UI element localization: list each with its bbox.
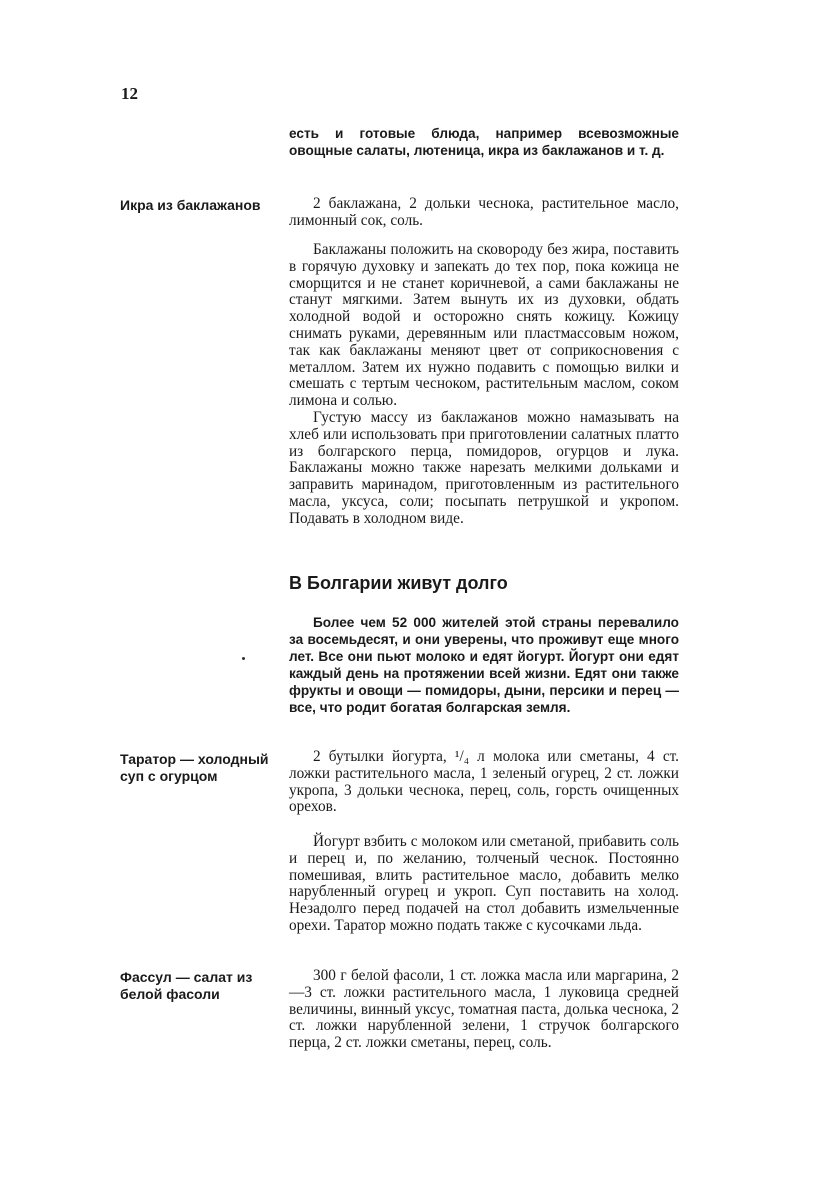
tarator-ingredients-block: [289, 749, 679, 816]
fassul-ingredients-block: [289, 968, 679, 1052]
ikra-method-paragraph-1: Баклажаны положить на сковороду без жира, поставить в горячую духовку и запекать до тех пор, пока кожица не сморщится и не станет коричневой, а сами баклажаны не станут мягкими. Затем вынуть их из духовки, обдать холодной водой и осторожно снять кожицу. Кожицу снимать руками, деревянным или пластмассовым ножом, так как баклажаны меняют цвет от соприкосновения с металлом. Затем их нужно подавить с помощью вилки и смешать с тертым чесноком, растительным маслом, соком лимона и солью.: [289, 241, 679, 410]
ikra-method-paragraph-2: Густую массу из баклажанов можно намазывать на хлеб или использовать при приготовлении салатных платто из болгарского перца, помидоров, огурцов и лука. Баклажаны можно также нарезать мелкими дольками и заправить маринадом, приготовленным из растительного масла, уксуса, соли; посыпать петрушкой и укропом. Подавать в холодном виде.: [289, 408, 679, 527]
ikra-method-block: [289, 242, 679, 528]
fassul-ingredients: 300 г белой фасоли, 1 ст. ложка масла или маргарина, 2—3 ст. ложки растительного масла, 1 луковица средней величины, винный уксус, томатная паста, долька чеснока, 2 ст. ложки нарубленной зелени, 1 стручок болгарского перца, 2 ст. ложки сметаны, перец, соль.: [289, 967, 679, 1052]
recipe-title-tarator: Таратор — холодный суп с огурцом: [120, 751, 269, 784]
intro-paragraph: есть и готовые блюда, например всевозможные овощные салаты, лютеница, икра из баклажанов и т. д.: [289, 126, 679, 158]
tarator-ingredients: 2 бутылки йогурта, ¹/₄ л молока или сметаны, 4 ст. ложки растительного масла, 1 зеленый огурец, 2 ст. ложки укропа, 3 дольки чеснока, перец, соль, горсть очищенных орехов.: [289, 748, 679, 816]
ikra-ingredients-block: [289, 196, 679, 230]
recipe-title-ikra: Икра из баклажанов: [120, 197, 261, 213]
page-number: 12: [121, 84, 138, 103]
section-heading: В Болгарии живут долго: [289, 573, 508, 593]
tarator-method-block: [289, 834, 679, 935]
intro-text-block: [289, 125, 679, 159]
stray-dot: [242, 657, 245, 660]
tarator-method: Йогурт взбить с молоком или сметаной, прибавить соль и перец и, по желанию, толченый чеснок. Постоянно помешивая, влить растительное масло, добавить мелко нарубленный огурец и укроп. Суп поставить на холод. Незадолго перед подачей на стол добавить измельченные орехи. Таратор можно подать также с кусочками льда.: [289, 833, 679, 934]
ikra-ingredients: 2 баклажана, 2 дольки чеснока, растительное масло, лимонный сок, соль.: [289, 195, 679, 229]
recipe-title-fassul: Фассул — салат из белой фасоли: [120, 969, 253, 1002]
section-paragraph: Более чем 52 000 жителей этой страны перевалило за восемьдесят, и они уверены, что проживут еще много лет. Все они пьют молоко и едят йогурт. Йогурт они едят каждый день на протяжении всей жизни. Едят они также фрукты и овощи — помидоры, дыни, персики и перец — все, что родит богатая болгарская земля.: [289, 615, 679, 715]
section-text-block: [289, 614, 679, 716]
